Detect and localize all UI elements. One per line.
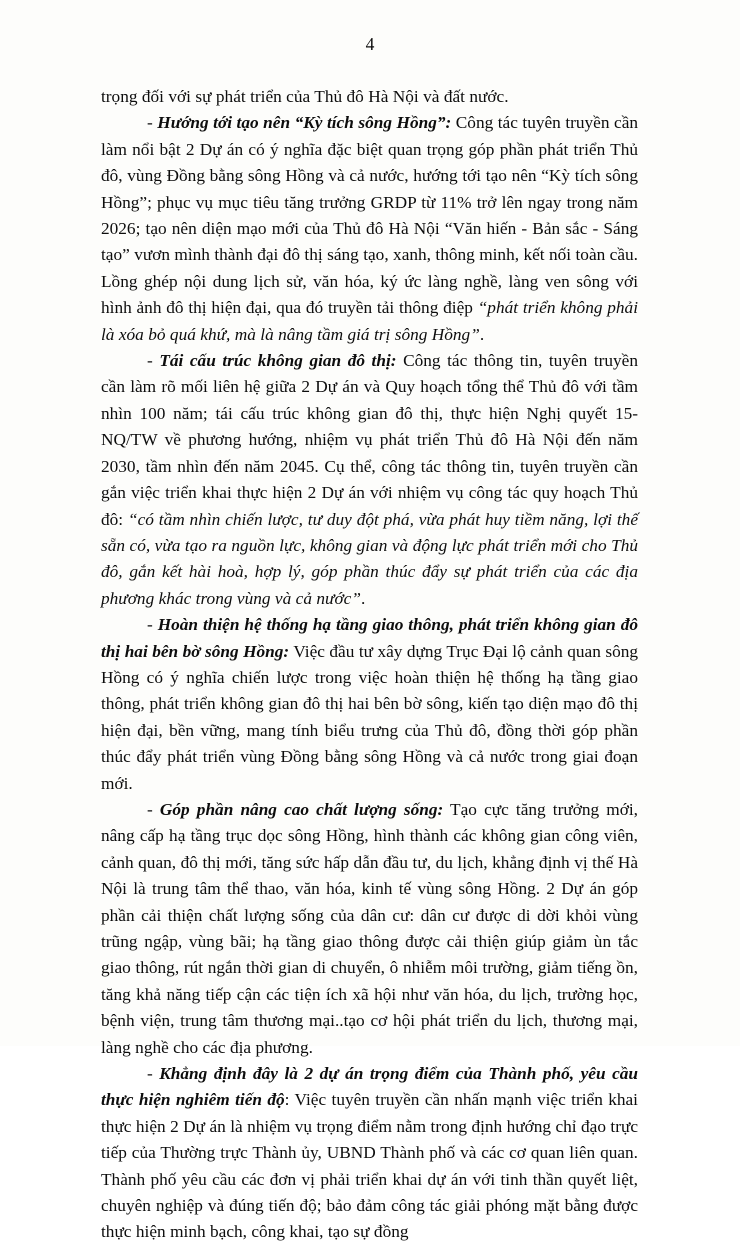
paragraph-lead-in: Hướng tới tạo nên “Kỳ tích sông Hồng”: xyxy=(157,113,452,133)
paragraph-text: - xyxy=(147,351,160,371)
paragraph-text: : Việc tuyên truyền cần nhấn mạnh việc triển khai thực hiện 2 Dự án là nhiệm vụ trọng điểm nằm trong định hướng chỉ đạo trực tiếp của Thường trực Thành ủy, UBND Thành phố và các cơ quan liên quan. Thành phố yêu cầu các đơn vị phải triển khai dự án với tinh thần quyết liệt, chuyên nghiệp và đúng tiến độ; bảo đảm công tác giải phóng mặt bằng được thực hiện minh bạch, công khai, tạo sự đồng xyxy=(101,1090,638,1242)
paragraph-text: Công tác tuyên truyền cần làm nổi bật 2 Dự án có ý nghĩa đặc biệt quan trọng góp phần phát triển Thủ đô, vùng Đồng bằng sông Hồng và cả nước, hướng tới tạo nên “Kỳ tích sông Hồng”; phục vụ mục tiêu tăng trưởng GRDP từ 11% trở lên ngay trong năm 2026; tạo nên diện mạo mới của Thủ đô Hà Nội “Văn hiến - Bản sắc - Sáng tạo” vươn mình thành đại đô thị sáng tạo, xanh, thông minh, kết nối toàn cầu. Lồng ghép nội dung lịch sử, văn hóa, ký ức làng nghề, làng ven sông với hình ảnh đô thị hiện đại, qua đó truyền tải thông điệp xyxy=(101,113,639,318)
paragraph-text: - xyxy=(147,799,160,819)
paragraph xyxy=(101,797,638,1061)
paragraph-text: Việc đầu tư xây dựng Trục Đại lộ cảnh quan sông Hồng có ý nghĩa chiến lược trong việc hoàn thiện hệ thống hạ tầng giao thông, phát triển không gian đô thị hai bên bờ sông, kiến tạo diện mạo đô thị hiện đại, bền vững, mang tính biểu trưng của Thủ đô, đồng thời góp phần thúc đẩy phát triển vùng Đồng bằng sông Hồng và cả nước trong giai đoạn mới. xyxy=(101,641,638,793)
quoted-text: “phát triển không phải là xóa bỏ quá khứ, mà là nâng tầm giá trị sông Hồng” xyxy=(101,298,638,344)
paragraph-text: Tạo cực tăng trưởng mới, nâng cấp hạ tầng trục dọc sông Hồng, hình thành các không gian công viên, cảnh quan, đô thị mới, tăng sức hấp dẫn đầu tư, du lịch, khẳng định vị thế Hà Nội là trung tâm thể thao, văn hóa, kinh tế vùng sông Hồng. 2 Dự án góp phần cải thiện chất lượng sống của dân cư: dân cư được di dời khỏi vùng trũng ngập, vùng bãi; hạ tầng giao thông được cải thiện giúp giảm ùn tắc giao thông, rút ngắn thời gian di chuyển, ô nhiễm môi trường, giảm tiếng ồn, tăng khả năng tiếp cận các tiện ích xã hội như văn hóa, du lịch, trường học, bệnh viện, trung tâm thương mại..tạo cơ hội phát triển du lịch, thương mại, làng nghề cho các địa phương. xyxy=(101,799,638,1057)
paragraph-text: - xyxy=(147,1064,160,1084)
paragraph-text: - xyxy=(147,113,158,133)
paragraph-lead-in: Hoàn thiện hệ thống hạ tầng giao thông, phát triển không gian đô thị hai bên bờ sông Hồng: xyxy=(101,615,638,661)
quoted-text: “có tầm nhìn chiến lược, tư duy đột phá, vừa phát huy tiềm năng, lợi thế sẵn có, vừa tạo ra nguồn lực, không gian và động lực phát triển mới cho Thủ đô, gắn kết hài hoà, hợp lý, góp phần thúc đẩy sự phát triển của các địa phương khác trong vùng và cả nước” xyxy=(101,509,638,608)
paragraph-lead-in: Góp phần nâng cao chất lượng sống: xyxy=(159,799,444,819)
paragraph-text: . xyxy=(479,324,485,344)
paragraph xyxy=(101,348,638,612)
paragraph xyxy=(101,1061,638,1246)
paragraph-text: Công tác thông tin, tuyên truyền cần làm rõ mối liên hệ giữa 2 Dự án và Quy hoạch tổng thể Thủ đô với tầm nhìn 100 năm; tái cấu trúc không gian đô thị, thực hiện Nghị quyết 15-NQ/TW về phương hướng, nhiệm vụ phát triển Thủ đô Hà Nội đến năm 2030, tầm nhìn đến năm 2045. Cụ thể, công tác thông tin, tuyên truyền cần gắn việc triển khai thực hiện 2 Dự án với nhiệm vụ công tác quy hoạch Thủ đô: xyxy=(101,351,638,529)
page-number: 4 xyxy=(365,34,375,54)
paragraph-lead-in: Tái cấu trúc không gian đô thị: xyxy=(159,351,397,371)
paragraph xyxy=(101,110,638,348)
paragraph-text: - xyxy=(147,615,158,635)
paragraph-text: trọng đối với sự phát triển của Thủ đô Hà Nội và đất nước. xyxy=(101,87,509,106)
document-body xyxy=(101,84,638,1246)
paragraph xyxy=(101,84,638,110)
paragraph xyxy=(101,612,638,797)
paragraph-lead-in: Khẳng định đây là 2 dự án trọng điểm của Thành phố, yêu cầu thực hiện nghiêm tiến độ xyxy=(101,1064,638,1110)
paragraph-text: . xyxy=(360,588,366,608)
